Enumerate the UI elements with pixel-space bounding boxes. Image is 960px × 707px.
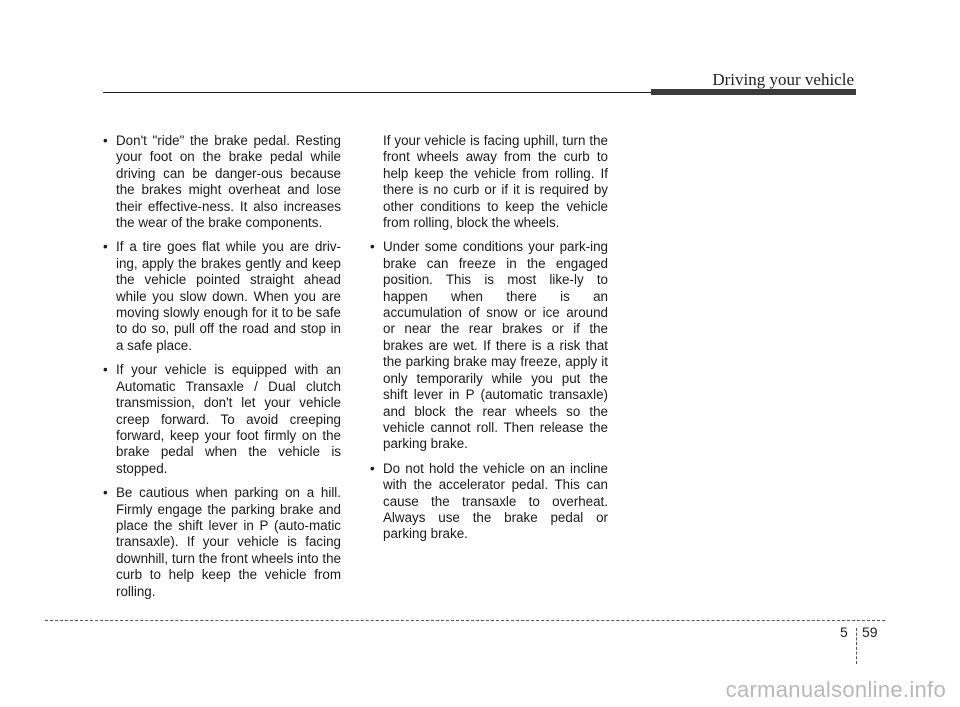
bullet-creep-forward: • If your vehicle is equipped with an Automatic Transaxle / Dual clutch transmission, don't let your vehicle creep forward. To avoid creeping forward, keep your foot firmly on the brake pedal when the vehicle is stopped.: [103, 362, 341, 477]
watermark: carmanualsonline.info: [725, 677, 946, 702]
left-column: [103, 133, 341, 608]
chapter-number: 5: [840, 624, 848, 640]
header-rule: [103, 92, 651, 93]
bullet-brake-freeze: • Under some conditions your park-ing brake can freeze in the engaged position. This is most like-ly to happen when there is an accumulation of snow or ice around or near the rear brakes or if the brakes are wet. If there is a risk that the parking brake may freeze, apply it only temporarily while you put the shift lever in P (automatic transaxle) and block the rear wheels so the vehicle cannot roll. Then release the parking brake.: [370, 239, 608, 452]
right-column: [370, 133, 608, 551]
bullet-ride-brake: • Don't "ride" the brake pedal. Resting your foot on the brake pedal while driving can be danger-ous because the brakes might overheat and lose their effective-ness. It also increases the wear of the brake components.: [103, 133, 341, 231]
section-title: Driving your vehicle: [712, 70, 854, 89]
footer-dashed-divider: [856, 628, 857, 664]
page-number: 59: [862, 624, 878, 640]
bullet-parking-hill: • Be cautious when parking on a hill. Firmly engage the parking brake and place the shift lever in P (auto-matic transaxle). If your vehicle is facing downhill, turn the front wheels into the curb to help keep the vehicle from rolling.: [103, 485, 341, 600]
footer-dashed-rule: [45, 620, 885, 621]
bullet-incline-accelerator: • Do not hold the vehicle on an incline with the accelerator pedal. This can cause the transaxle to overheat. Always use the brake pedal or parking brake.: [370, 461, 608, 543]
header-accent-bar: [651, 89, 856, 95]
para-facing-uphill: If your vehicle is facing uphill, turn the front wheels away from the curb to help keep the vehicle from rolling. If there is no curb or if it is required by other conditions to keep the vehicle from rolling, block the wheels.: [383, 133, 608, 231]
bullet-flat-tire: • If a tire goes flat while you are driv-ing, apply the brakes gently and keep the vehicle pointed straight ahead while you slow down. When you are moving slowly enough for it to be safe to do so, pull off the road and stop in a safe place.: [103, 239, 341, 354]
